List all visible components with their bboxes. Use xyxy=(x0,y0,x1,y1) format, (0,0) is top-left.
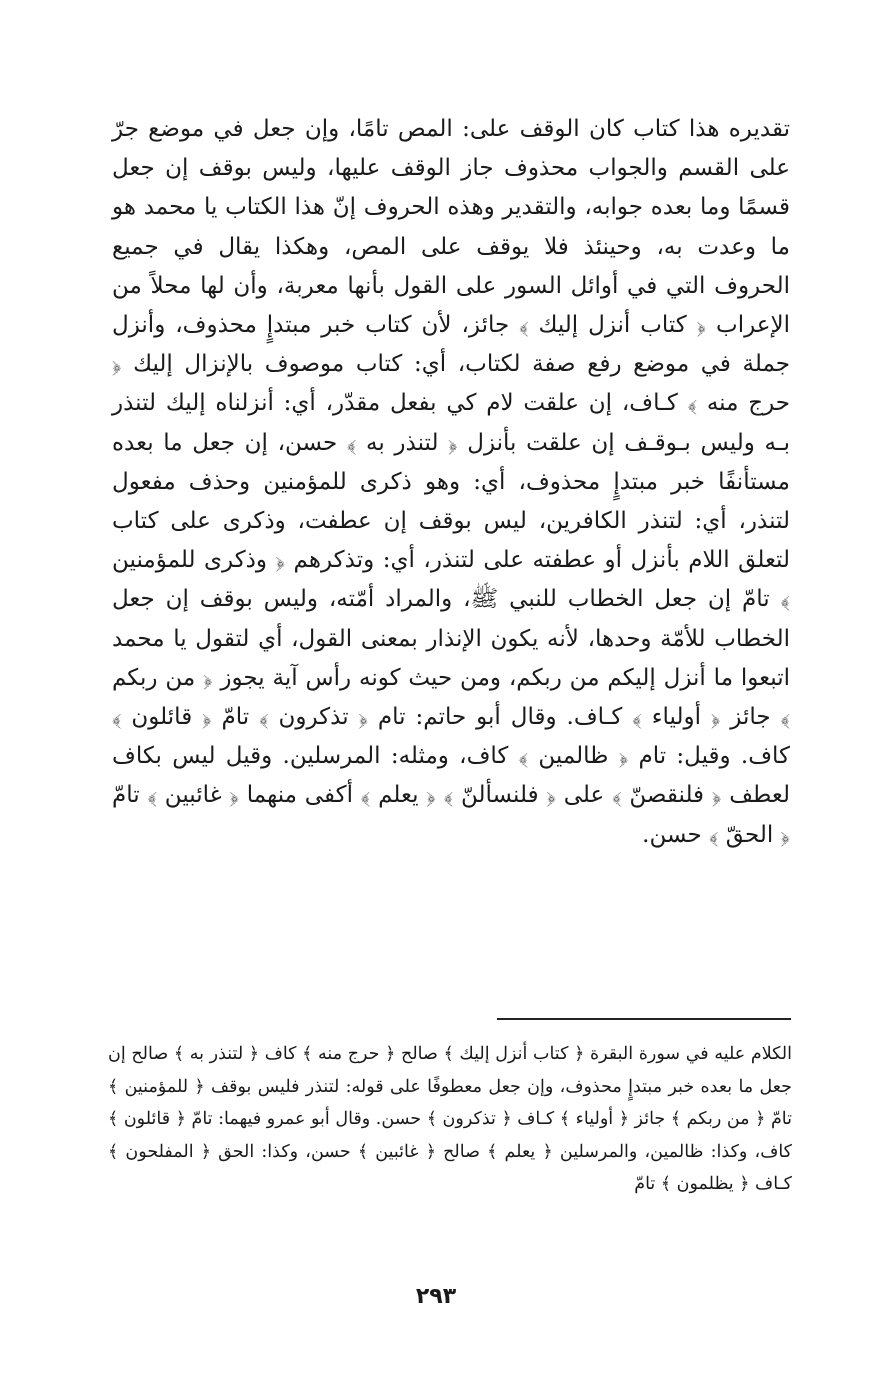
page-number: ٢٩٣ xyxy=(415,1284,457,1309)
main-paragraph: تقديره هذا كتاب كان الوقف على: المص تامًا، وإن جعل في موضع جرّ على القسم والجواب محذوف جاز الوقف عليها، وليس بوقف إن جعل قسمًا وما بعده جوابه، والتقدير وهذه الحروف إنّ هذا الكتاب يا محمد هو ما وعدت به، وحينئذ فلا يوقف على المص، وهكذا يقال في جميع الحروف التي في أوائل السور على القول بأنها معربة، وأن لها محلاً من الإعراب ﴿ كتاب أنزل إليك ﴾ جائز، لأن كتاب خبر مبتدإٍ محذوف، وأنزل جملة في موضع رفع صفة لكتاب، أي: كتاب موصوف بالإنزال إليك ﴿ حرج منه ﴾ كـاف، إن علقت لام كي بفعل مقدّر، أي: أنزلناه إليك لتنذر بـه وليس بـوقـف إن علقت بأنزل ﴿ لتنذر به ﴾ حسن، إن جعل ما بعده مستأنفًا خبر مبتدإٍ محذوف، أي: وهو ذكرى للمؤمنين وحذف مفعول لتنذر، أي: لتنذر الكافرين، ليس بوقف إن عطفت، وذكرى على كتاب لتعلق اللام بأنزل أو عطفته على لتنذر، أي: وتذكرهم ﴿ وذكرى للمؤمنين ﴾ تامّ إن جعل الخطاب للنبي ﷺ، والمراد أمّته، وليس بوقف إن جعل الخطاب للأمّة وحدها، لأنه يكون الإنذار بمعنى القول، أي لتقول يا محمد اتبعوا ما أنزل إليكم من ربكم، ومن حيث كونه رأس آية يجوز ﴿ من ربكم ﴾ جائز ﴿ أولياء ﴾ كـاف. وقال أبو حاتم: تام ﴿ تذكرون ﴾ تامّ ﴿ قائلون ﴾ كاف. وقيل: تام ﴿ ظالمين ﴾ كاف، ومثله: المرسلين. وقيل ليس بكاف لعطف ﴿ فلنقصنّ ﴾ على ﴿ فلنسألنّ ﴾ ﴿ يعلم ﴾ أكفى منهما ﴿ غائبين ﴾ تامّ ﴿ الحقّ ﴾ حسن. xyxy=(112,116,790,848)
main-text-block xyxy=(112,110,790,855)
footnote-paragraph: الكلام عليه في سورة البقرة ﴿ كتاب أنزل إليك ﴾ صالح ﴿ حرج منه ﴾ كاف ﴿ لتنذر به ﴾ صالح إن جعل ما بعده خبر مبتدإٍ محذوف، وإن جعل معطوفًا على قوله: لتنذر فليس بوقف ﴿ للمؤمنين ﴾ تامّ ﴿ من ربكم ﴾ جائز ﴿ أولياء ﴾ كـاف ﴿ تذكرون ﴾ حسن. وقال أبو عمرو فيهما: تامّ ﴿ قائلون ﴾ كاف، وكذا: ظالمين، والمرسلين ﴿ يعلم ﴾ صالح ﴿ غائبين ﴾ حسن، وكذا: الحق ﴿ المفلحون ﴾ كـاف ﴿ يظلمون ﴾ تامّ xyxy=(108,1044,792,1194)
footnote-block xyxy=(108,1038,792,1201)
footnote-separator xyxy=(497,1018,791,1020)
